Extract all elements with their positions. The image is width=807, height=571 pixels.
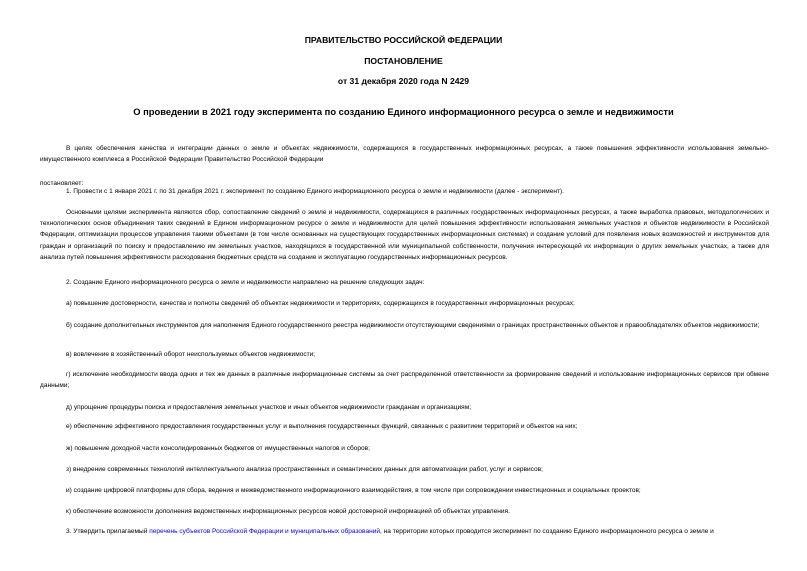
document-title: О проведении в 2021 году эксперимента по созданию Единого информационного ресурса о земле и недвижимости	[133, 106, 674, 117]
decides-text: постановляет:	[40, 180, 84, 187]
task-zh: ж) повышение доходной части консолидированных бюджетов от имущественных налогов и сборов;	[66, 445, 370, 452]
task-k: к) обеспечение возможности дополнения ведомственных информационных ресурсов новой достоверной информацией об объектах управления.	[66, 508, 510, 515]
task-i: и) создание цифровой платформы для сбора, ведения и межведомственного информационного взаимодействия, в том числе при сопровождении инвестиционных и социальных проектов;	[66, 487, 641, 494]
document-type: ПОСТАНОВЛЕНИЕ	[364, 56, 443, 66]
paragraph-goals: Основными целями эксперимента являются сбор, сопоставление сведений о земле и недвижимости, содержащихся в различных государственных информационных ресурсах, а также выработка правовых, методологических и технологических основ объединения таких сведений в Едином информационном ресурсе о земле и недвижимости для целей повышения эффективности использования земельных участков и объектов недвижимости в Российской Федерации, оптимизации процессов управления такими объектами (в том числе основанных на существующих государственных информационных системах) и создание условий для появления новых возможностей и инструментов для граждан и организаций по поиску и предоставлению им земельных участков, находящихся в государственной или муниципальной собственности, получения интересующей их информации о других земельных участках, а также для анализа путей повышения эффективности расходования бюджетных средств на создание и эксплуатацию государственных информационных ресурсов.	[40, 209, 769, 261]
regions-list-link[interactable]: перечень субъектов Российской Федерации и муниципальных образований	[149, 528, 381, 535]
item-3-suffix: , на территории которых проводится эксперимент по созданию Единого информационного ресурса о земле и	[380, 528, 714, 535]
preamble-paragraph: В целях обеспечения качества и интеграции данных о земле и объектах недвижимости, содержащихся в государственных информационных ресурсах, а также повышения эффективности использования земельно-имущественного комплекса в Российской Федерации Правительство Российской Федерации	[40, 145, 769, 164]
task-g: г) исключение необходимости ввода одних и тех же данных в различные информационные системы за счет распределенной ответственности за формирование сведений и использование информационных сервисов при обмене данными;	[40, 371, 769, 390]
paragraph-item-1: 1. Провести с 1 января 2021 г. по 31 декабря 2021 г. эксперимент по созданию Единого информационного ресурса о земле и недвижимости (далее - эксперимент).	[66, 188, 564, 195]
task-d: д) упрощение процедуры поиска и предоставления земельных участков и иных объектов недвижимости гражданам и организациям;	[66, 404, 472, 411]
item-3-prefix: 3. Утвердить прилагаемый	[66, 528, 148, 535]
task-b: б) создание дополнительных инструментов для наполнения Единого государственного реестра недвижимости отсутствующими сведениями о границах пространственных объектов и правообладателях объектов недвижимости;	[66, 322, 760, 329]
paragraph-item-2: 2. Создание Единого информационного ресурса о земле и недвижимости направлено на решение следующих задач:	[66, 279, 425, 286]
task-e: е) обеспечение эффективного предоставления государственных услуг и выполнения государственных функций, связанных с развитием территорий и объектов на них;	[66, 423, 578, 430]
task-a: а) повышение достоверности, качества и полноты сведений об объектах недвижимости и территориях, содержащихся в государственных информационных ресурсах;	[66, 300, 575, 307]
task-z: з) внедрение современных технологий интеллектуального анализа пространственных и семантических данных для автоматизации работ, услуг и сервисов;	[66, 466, 543, 473]
document-date-number: от 31 декабря 2020 года N 2429	[337, 76, 470, 86]
task-v: в) вовлечение в хозяйственный оборот неиспользуемых объектов недвижимости;	[66, 351, 316, 358]
issuing-authority: ПРАВИТЕЛЬСТВО РОССИЙСКОЙ ФЕДЕРАЦИИ	[304, 35, 503, 45]
paragraph-item-3	[66, 526, 769, 537]
